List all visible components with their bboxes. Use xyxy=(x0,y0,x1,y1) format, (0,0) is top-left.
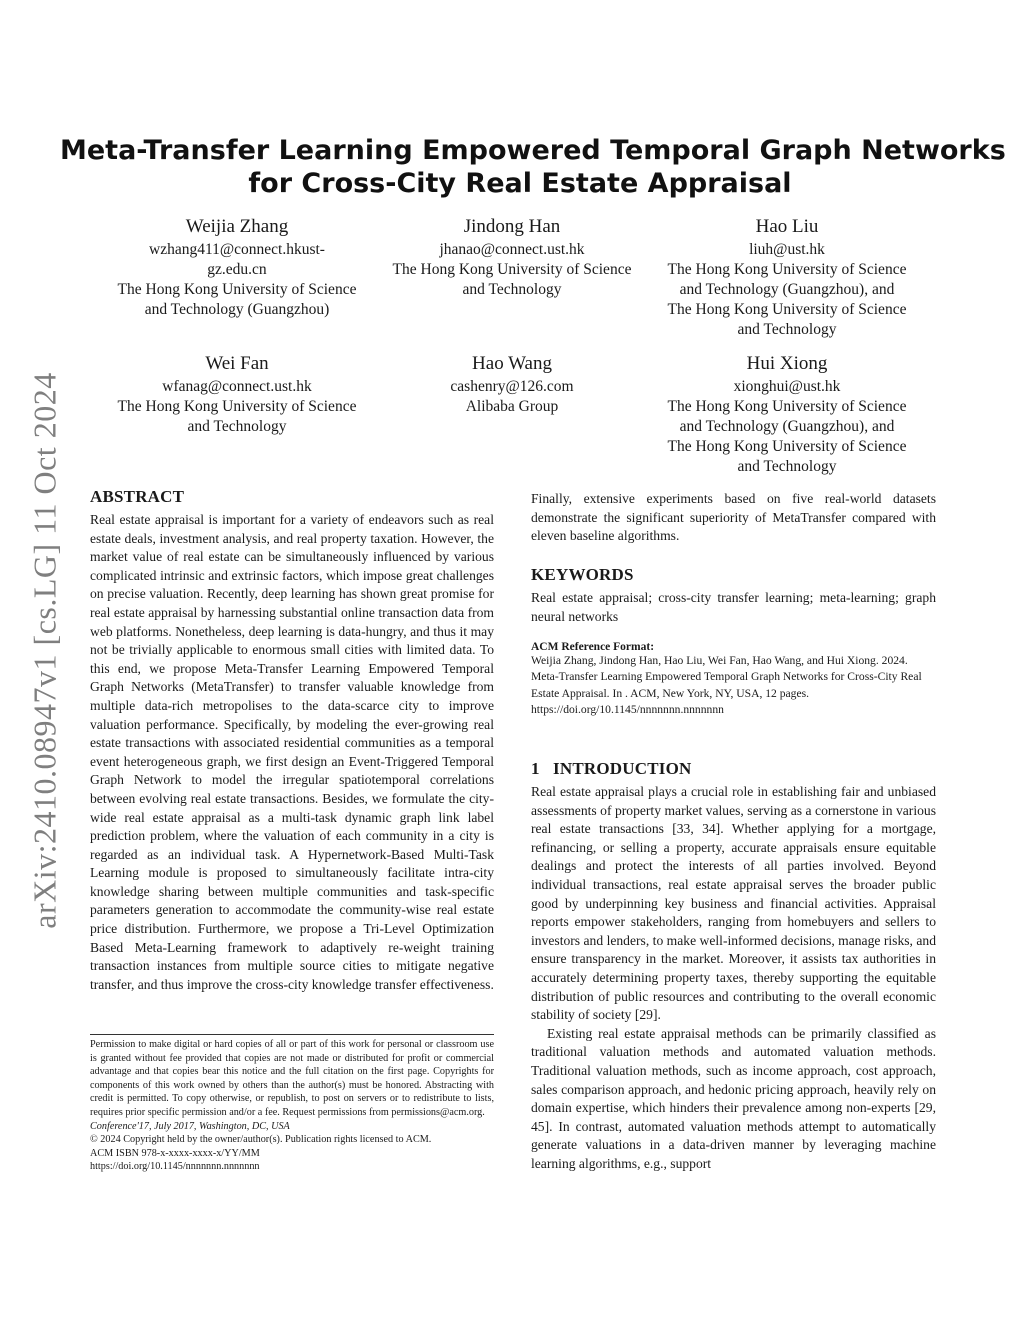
author-name: Wei Fan xyxy=(205,353,269,374)
arxiv-identifier: arXiv:2410.08947v1 [cs.LG] 11 Oct 2024 xyxy=(26,371,63,929)
author-email: cashenry@126.com xyxy=(450,378,574,395)
keywords-section xyxy=(531,565,936,626)
copyright-line: © 2024 Copyright held by the owner/author(s). Publication rights licensed to ACM. xyxy=(90,1134,432,1146)
abstract-continued xyxy=(531,490,936,546)
author-affiliation: The Hong Kong University of Science xyxy=(117,281,357,298)
author-name: Hao Liu xyxy=(755,216,819,237)
conference-info: Conference'17, July 2017, Washington, DC, USA xyxy=(90,1120,290,1132)
footnote-rule xyxy=(90,1034,494,1035)
author-affiliation: and Technology (Guangzhou) xyxy=(144,301,330,318)
author-affiliation: and Technology xyxy=(462,281,562,298)
acm-reference-section xyxy=(531,641,936,719)
abstract-continued-text: Finally, extensive experiments based on five real-world datasets demonstrate the significant superiority of MetaTransfer compared with eleven baseline algorithms. xyxy=(531,491,936,544)
author-affiliation: The Hong Kong University of Science xyxy=(667,438,907,455)
introduction-section xyxy=(531,759,936,1173)
author-block xyxy=(652,214,922,340)
author-email: wzhang411@connect.hkust- xyxy=(149,241,325,258)
author-email: gz.edu.cn xyxy=(207,261,267,278)
author-block xyxy=(377,351,647,417)
author-name: Weijia Zhang xyxy=(185,216,289,237)
title-line-2: for Cross-City Real Estate Appraisal xyxy=(248,168,792,199)
paper-title xyxy=(60,134,1006,200)
author-email: liuh@ust.hk xyxy=(749,241,825,258)
arxiv-side-stamp xyxy=(14,360,76,940)
author-affiliation: The Hong Kong University of Science xyxy=(117,398,357,415)
author-affiliation: Alibaba Group xyxy=(465,398,559,415)
permission-block xyxy=(90,1038,494,1174)
author-affiliation: and Technology xyxy=(187,418,287,435)
author-block xyxy=(652,351,922,477)
author-name: Hui Xiong xyxy=(746,353,828,374)
author-affiliation: The Hong Kong University of Science xyxy=(667,301,907,318)
permission-text: Permission to make digital or hard copies of all or part of this work for personal or classroom use is granted without fee provided that copies are not made or distributed for profit or commercial advantage and that copies bear this notice and the full citation on the first page. Copyrights for components of this work owned by others than the author(s) must be honored. Abstracting with credit is permitted. To copy otherwise, or republish, to post on servers or to redistribute to lists, requires prior specific permission and/or a fee. Request permissions from permissions@acm.org. xyxy=(90,1039,494,1118)
author-email: xionghui@ust.hk xyxy=(733,378,841,395)
author-affiliation: and Technology (Guangzhou), and xyxy=(679,281,895,298)
keywords-text: Real estate appraisal; cross-city transfer learning; meta-learning; graph neural networks xyxy=(531,590,936,624)
author-block xyxy=(102,351,372,437)
author-affiliation: and Technology (Guangzhou), and xyxy=(679,418,895,435)
author-name: Jindong Han xyxy=(463,216,561,237)
keywords-heading: KEYWORDS xyxy=(531,565,634,584)
author-email: jhanao@connect.ust.hk xyxy=(439,241,585,258)
author-affiliation: The Hong Kong University of Science xyxy=(667,261,907,278)
author-block xyxy=(377,214,647,300)
acm-reference-text: Weijia Zhang, Jindong Han, Hao Liu, Wei Fan, Hao Wang, and Hui Xiong. 2024. Meta-Transfer Learning Empowered Temporal Graph Networks for Cross-City Real Estate Appraisal. In . ACM, New York, NY, USA, 12 pages. https://doi.org/10.1145/nnnnnnn.nnnnnnn xyxy=(531,654,922,717)
introduction-heading: 1 INTRODUCTION xyxy=(531,759,692,778)
author-name: Hao Wang xyxy=(472,353,552,374)
title-line-1: Meta-Transfer Learning Empowered Temporal Graph Networks xyxy=(60,135,1006,166)
abstract-section xyxy=(90,487,494,994)
introduction-paragraph-2: Existing real estate appraisal methods can be primarily classified as traditional valuation methods and automated valuation methods. Traditional valuation methods, such as income approach, cost approach, sales comparison approach, and hedonic pricing approach, heavily rely on domain expertise, which hinders their prevalence among non-experts [29, 45]. In contrast, automated valuation methods attempt to automatically generate valuations in a data-driven manner by leveraging machine learning algorithms, e.g., support xyxy=(531,1025,936,1171)
isbn-line: ACM ISBN 978-x-xxxx-xxxx-x/YY/MM xyxy=(90,1147,260,1159)
abstract-text: Real estate appraisal is important for a variety of endeavors such as real estate deals, investment analysis, and real property taxation. However, the market value of real estate can be simultaneously influenced by various complicated intrinsic and extrinsic factors, which impose great challenges on precise valuation. Recently, deep learning has shown great promise for real estate appraisal by harnessing substantial online transaction data from web platforms. Nonetheless, deep learning is data-hungry, and thus it may not be trivially applicable to enormous small cities with limited data. To this end, we propose Meta-Transfer Learning Empowered Temporal Graph Networks (MetaTransfer) to transfer valuable knowledge from multiple data-rich metropolises to the data-scarce city to improve valuation performance. Specifically, by modeling the ever-growing real estate transactions with associated residential communities as a temporal event heterogeneous graph, we first design an Event-Triggered Temporal Graph Network to model the irregular spatiotemporal correlations between evolving real estate transactions. Besides, we formulate the city-wide real estate appraisal as a multi-task dynamic graph link label prediction problem, where the valuation of each community in a city is regarded as an individual task. A Hypernetwork-Based Multi-Task Learning module is proposed to simultaneously facilitate intra-city knowledge sharing between multiple communities and task-specific parameters generation to accommodate the community-wise real estate price distribution. Furthermore, we propose a Tri-Level Optimization Based Meta-Learning framework to adaptively re-weight training transaction instances from multiple source cities to mitigate negative transfer, and thus improve the cross-city knowledge transfer effectiveness. xyxy=(90,512,494,992)
author-affiliation: and Technology xyxy=(737,321,837,338)
author-affiliation: The Hong Kong University of Science xyxy=(667,398,907,415)
acm-reference-heading: ACM Reference Format: xyxy=(531,641,655,653)
introduction-paragraph-1: Real estate appraisal plays a crucial role in establishing fair and unbiased assessments of property market values, serving as a cornerstone in various real estate transactions [33, 34]. Whether applying for a mortgage, refinancing, or selling a property, accurate appraisals ensure equitable dealings and protect the interests of all parties involved. Beyond individual transactions, real estate appraisal serves the broader public good by underpinning key business and financial activities. Appraisal reports empower stakeholders, ranging from homebuyers and sellers to investors and lenders, to make well-informed decisions, manage risks, and ensure transparency in the market. Moreover, it assists tax authorities in accurately determining property taxes, thereby supporting the equitable distribution of public resources and contributing to the overall economic stability of society [29]. xyxy=(531,784,936,1023)
doi-line: https://doi.org/10.1145/nnnnnnn.nnnnnnn xyxy=(90,1161,260,1173)
author-block xyxy=(102,214,372,320)
author-affiliation: The Hong Kong University of Science xyxy=(392,261,632,278)
author-affiliation: and Technology xyxy=(737,458,837,475)
abstract-heading: ABSTRACT xyxy=(90,487,185,506)
author-email: wfanag@connect.ust.hk xyxy=(162,378,312,395)
